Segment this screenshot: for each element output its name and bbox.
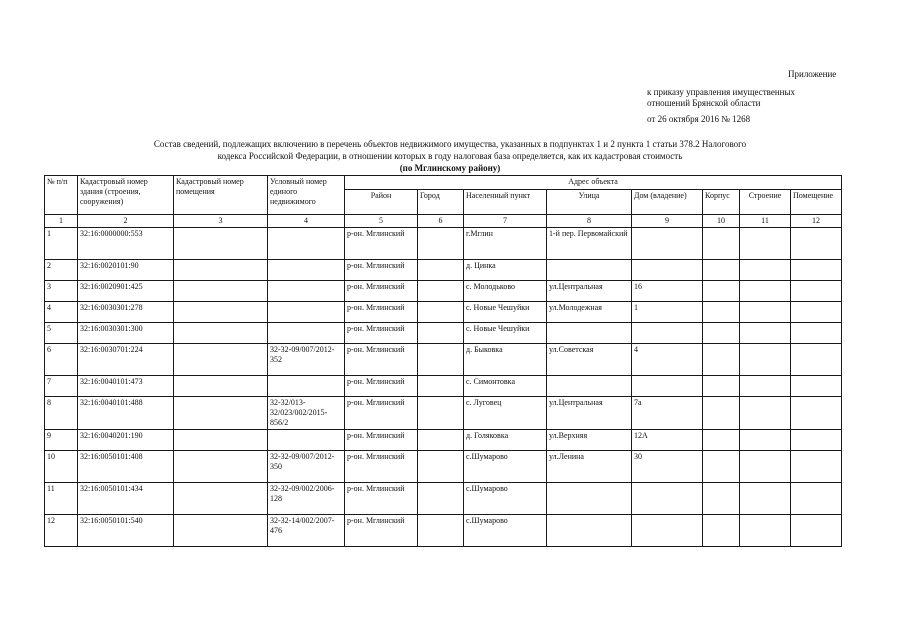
column-number: 12 — [791, 215, 842, 228]
table-row — [45, 483, 842, 515]
column-number: 5 — [345, 215, 418, 228]
building-cell — [740, 302, 791, 323]
korpus-cell — [703, 376, 740, 397]
district-subtitle: (по Мглинскому району) — [399, 163, 501, 173]
building-cell — [740, 430, 791, 451]
table-row — [45, 228, 842, 260]
cadastral-room-cell — [174, 302, 268, 323]
street-cell: ул.Советская — [547, 344, 632, 376]
settlement-cell: с. Новые Чешуйки — [464, 323, 547, 344]
house-cell: 12А — [632, 430, 703, 451]
house-cell — [632, 515, 703, 547]
city-cell — [418, 451, 464, 483]
house-cell: 7а — [632, 397, 703, 430]
street-cell: ул.Центральная — [547, 281, 632, 302]
header-building: Строение — [740, 190, 791, 215]
korpus-cell — [703, 228, 740, 260]
district-cell: р-он. Мглинский — [345, 228, 418, 260]
korpus-cell — [703, 323, 740, 344]
row-number: 8 — [45, 397, 78, 430]
row-number: 3 — [45, 281, 78, 302]
premises-cell — [791, 302, 842, 323]
header-settlement: Населенный пункт — [464, 190, 547, 215]
premises-cell — [791, 344, 842, 376]
building-cell — [740, 451, 791, 483]
row-number: 1 — [45, 228, 78, 260]
header-korpus: Корпус — [703, 190, 740, 215]
cadastral-room-cell — [174, 228, 268, 260]
street-cell: ул.Центральная — [547, 397, 632, 430]
conditional-number-cell: 32-32-09/007/2012-352 — [268, 344, 345, 376]
settlement-cell: с. Симонтовка — [464, 376, 547, 397]
header-house: Дом (владение) — [632, 190, 703, 215]
city-cell — [418, 515, 464, 547]
building-cell — [740, 344, 791, 376]
cadastral-building-cell: 32:16:0040201:190 — [78, 430, 174, 451]
settlement-cell: г.Мглин — [464, 228, 547, 260]
conditional-number-cell — [268, 302, 345, 323]
document-title-line2: кодекса Российской Федерации, в отношении которых в году налоговая база определяется, как их кадастровая стоимость — [217, 151, 683, 161]
district-cell: р-он. Мглинский — [345, 323, 418, 344]
street-cell — [547, 483, 632, 515]
building-cell — [740, 323, 791, 344]
settlement-cell: с. Молодьково — [464, 281, 547, 302]
city-cell — [418, 323, 464, 344]
column-numbers-row — [45, 215, 842, 228]
order-reference-line2: отношений Брянской области — [647, 98, 761, 108]
conditional-number-cell: 32-32-09/007/2012-350 — [268, 451, 345, 483]
cadastral-building-cell: 32:16:0050101:434 — [78, 483, 174, 515]
district-cell: р-он. Мглинский — [345, 483, 418, 515]
cadastral-building-cell: 32:16:0050101:408 — [78, 451, 174, 483]
cadastral-room-cell — [174, 430, 268, 451]
korpus-cell — [703, 260, 740, 281]
korpus-cell — [703, 451, 740, 483]
cadastral-building-cell: 32:16:0030701:224 — [78, 344, 174, 376]
city-cell — [418, 483, 464, 515]
building-cell — [740, 376, 791, 397]
column-number: 3 — [174, 215, 268, 228]
table-row — [45, 281, 842, 302]
cadastral-room-cell — [174, 483, 268, 515]
conditional-number-cell — [268, 228, 345, 260]
building-cell — [740, 483, 791, 515]
street-cell: ул.Молодежная — [547, 302, 632, 323]
row-number: 2 — [45, 260, 78, 281]
cadastral-room-cell — [174, 344, 268, 376]
district-cell: р-он. Мглинский — [345, 302, 418, 323]
column-number: 2 — [78, 215, 174, 228]
settlement-cell: д. Быковка — [464, 344, 547, 376]
conditional-number-cell — [268, 281, 345, 302]
column-number: 10 — [703, 215, 740, 228]
city-cell — [418, 397, 464, 430]
header-premises: Помещение — [791, 190, 842, 215]
city-cell — [418, 281, 464, 302]
order-date: от 26 октября 2016 № 1268 — [647, 114, 751, 124]
cadastral-room-cell — [174, 323, 268, 344]
conditional-number-cell — [268, 260, 345, 281]
column-number: 11 — [740, 215, 791, 228]
appendix-label: Приложение — [788, 69, 837, 79]
house-cell — [632, 323, 703, 344]
cadastral-building-cell: 32:16:0000000:553 — [78, 228, 174, 260]
premises-cell — [791, 430, 842, 451]
table-row — [45, 323, 842, 344]
header-cadastral-building: Кадастровый номер здания (строения, сооружения) — [78, 176, 174, 215]
district-cell: р-он. Мглинский — [345, 281, 418, 302]
table-row — [45, 344, 842, 376]
city-cell — [418, 228, 464, 260]
premises-cell — [791, 483, 842, 515]
settlement-cell: с.Шумарово — [464, 515, 547, 547]
table-row — [45, 260, 842, 281]
column-number: 8 — [547, 215, 632, 228]
house-cell: 4 — [632, 344, 703, 376]
city-cell — [418, 430, 464, 451]
cadastral-room-cell — [174, 376, 268, 397]
building-cell — [740, 281, 791, 302]
district-cell: р-он. Мглинский — [345, 397, 418, 430]
korpus-cell — [703, 515, 740, 547]
settlement-cell: с. Луговец — [464, 397, 547, 430]
street-cell — [547, 376, 632, 397]
city-cell — [418, 302, 464, 323]
house-cell: 16 — [632, 281, 703, 302]
conditional-number-cell — [268, 323, 345, 344]
conditional-number-cell: 32-32-14/002/2007-476 — [268, 515, 345, 547]
row-number: 12 — [45, 515, 78, 547]
building-cell — [740, 515, 791, 547]
house-cell: 1 — [632, 302, 703, 323]
document-title-line1: Состав сведений, подлежащих включению в перечень объектов недвижимого имущества, указанных в подпунктах 1 и 2 пункта 1 статьи 378.2 Налогового — [153, 139, 747, 149]
korpus-cell — [703, 281, 740, 302]
korpus-cell — [703, 397, 740, 430]
cadastral-building-cell: 32:16:0020101:90 — [78, 260, 174, 281]
table-row — [45, 302, 842, 323]
district-cell: р-он. Мглинский — [345, 451, 418, 483]
column-number: 7 — [464, 215, 547, 228]
premises-cell — [791, 397, 842, 430]
building-cell — [740, 397, 791, 430]
row-number: 4 — [45, 302, 78, 323]
street-cell — [547, 323, 632, 344]
header-address: Адрес объекта — [345, 176, 842, 190]
settlement-cell: с.Шумарово — [464, 483, 547, 515]
conditional-number-cell: 32-32/013-32/023/002/2015-856/2 — [268, 397, 345, 430]
conditional-number-cell — [268, 376, 345, 397]
premises-cell — [791, 515, 842, 547]
building-cell — [740, 260, 791, 281]
header-district: Район — [345, 190, 418, 215]
settlement-cell: д. Цинка — [464, 260, 547, 281]
city-cell — [418, 376, 464, 397]
row-number: 7 — [45, 376, 78, 397]
column-number: 4 — [268, 215, 345, 228]
korpus-cell — [703, 302, 740, 323]
table-row — [45, 397, 842, 430]
cadastral-building-cell: 32:16:0040101:473 — [78, 376, 174, 397]
settlement-cell: с. Новые Чешуйки — [464, 302, 547, 323]
premises-cell — [791, 281, 842, 302]
korpus-cell — [703, 430, 740, 451]
street-cell — [547, 260, 632, 281]
conditional-number-cell — [268, 430, 345, 451]
cadastral-building-cell: 32:16:0050101:540 — [78, 515, 174, 547]
premises-cell — [791, 323, 842, 344]
header-city: Город — [418, 190, 464, 215]
header-cadastral-room: Кадастровый номер помещения — [174, 176, 268, 215]
street-cell: ул.Верхняя — [547, 430, 632, 451]
cadastral-building-cell: 32:16:0030301:278 — [78, 302, 174, 323]
street-cell: ул.Ленина — [547, 451, 632, 483]
settlement-cell: с.Шумарово — [464, 451, 547, 483]
header-conditional-number: Условный номер единого недвижимого — [268, 176, 345, 215]
premises-cell — [791, 376, 842, 397]
row-number: 11 — [45, 483, 78, 515]
house-cell — [632, 376, 703, 397]
house-cell: 30 — [632, 451, 703, 483]
premises-cell — [791, 260, 842, 281]
order-reference-line1: к приказу управления имущественных — [647, 87, 796, 97]
house-cell — [632, 228, 703, 260]
row-number: 6 — [45, 344, 78, 376]
district-cell: р-он. Мглинский — [345, 260, 418, 281]
district-cell: р-он. Мглинский — [345, 344, 418, 376]
district-cell: р-он. Мглинский — [345, 515, 418, 547]
building-cell — [740, 228, 791, 260]
district-cell: р-он. Мглинский — [345, 376, 418, 397]
premises-cell — [791, 228, 842, 260]
conditional-number-cell: 32-32-09/002/2006-128 — [268, 483, 345, 515]
property-register-table — [44, 175, 842, 547]
premises-cell — [791, 451, 842, 483]
cadastral-building-cell: 32:16:0020901:425 — [78, 281, 174, 302]
table-row — [45, 515, 842, 547]
korpus-cell — [703, 483, 740, 515]
korpus-cell — [703, 344, 740, 376]
row-number: 5 — [45, 323, 78, 344]
column-number: 1 — [45, 215, 78, 228]
column-number: 6 — [418, 215, 464, 228]
house-cell — [632, 483, 703, 515]
cadastral-room-cell — [174, 397, 268, 430]
cadastral-room-cell — [174, 260, 268, 281]
row-number: 9 — [45, 430, 78, 451]
column-number: 9 — [632, 215, 703, 228]
house-cell — [632, 260, 703, 281]
cadastral-room-cell — [174, 451, 268, 483]
table-row — [45, 430, 842, 451]
cadastral-room-cell — [174, 281, 268, 302]
table-row — [45, 376, 842, 397]
cadastral-room-cell — [174, 515, 268, 547]
header-street: Улица — [547, 190, 632, 215]
row-number: 10 — [45, 451, 78, 483]
district-cell: р-он. Мглинский — [345, 430, 418, 451]
cadastral-building-cell: 32:16:0040101:488 — [78, 397, 174, 430]
cadastral-building-cell: 32:16:0030301:300 — [78, 323, 174, 344]
table-row — [45, 451, 842, 483]
city-cell — [418, 344, 464, 376]
street-cell: 1-й пер. Первомайский — [547, 228, 632, 260]
header-num: № п/п — [45, 176, 78, 215]
city-cell — [418, 260, 464, 281]
street-cell — [547, 515, 632, 547]
settlement-cell: д. Голяковка — [464, 430, 547, 451]
